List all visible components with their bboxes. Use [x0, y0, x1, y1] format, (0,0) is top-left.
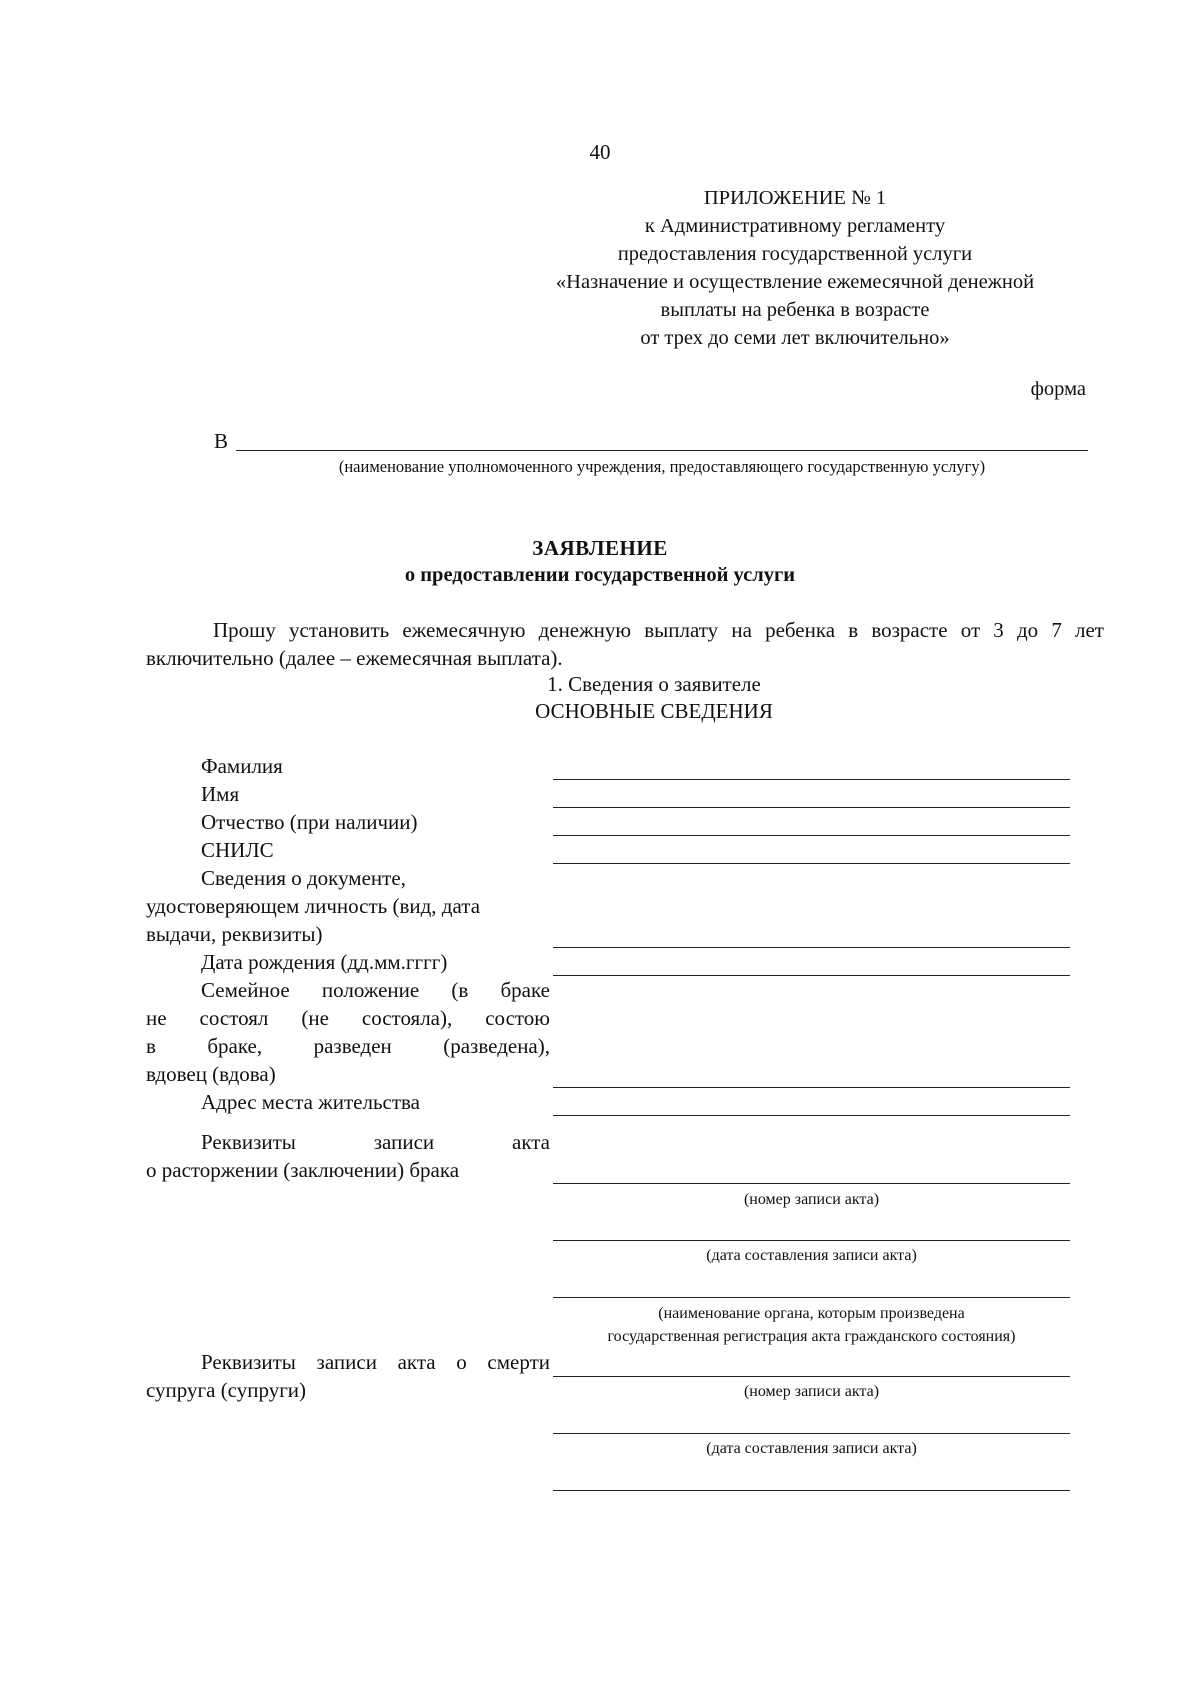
section-subtitle: ОСНОВНЫЕ СВЕДЕНИЯ	[535, 699, 773, 723]
marriage-record-number-caption: (номер записи акта)	[743, 1191, 880, 1208]
label-line: не состоял (не состояла), состою	[146, 1006, 550, 1030]
appendix-line: выплаты на ребенка в возрасте	[660, 299, 930, 321]
name-field[interactable]	[553, 807, 1070, 808]
section-title: 1. Сведения о заявителе	[547, 672, 761, 696]
appendix-line: «Назначение и осуществление ежемесячной денежной	[555, 271, 1035, 293]
label-line: Семейное положение (в браке	[201, 978, 550, 1002]
death-record-date-caption: (дата составления записи акта)	[706, 1440, 917, 1457]
appendix-line: предоставления государственной услуги	[617, 243, 973, 265]
document-title: ЗАЯВЛЕНИЕ	[532, 536, 668, 560]
surname-field[interactable]	[553, 779, 1070, 780]
form-label: форма	[1030, 378, 1086, 400]
recipient-field[interactable]	[236, 450, 1088, 451]
label-marital-status	[146, 976, 550, 1088]
marriage-record-authority-field[interactable]	[553, 1297, 1070, 1298]
label-line: Сведения о документе,	[201, 866, 406, 890]
death-record-number-caption: (номер записи акта)	[743, 1383, 880, 1400]
label-marriage-record	[146, 1128, 550, 1184]
marital-status-field[interactable]	[553, 1087, 1070, 1088]
appendix-line: к Административному регламенту	[644, 215, 946, 237]
appendix-header	[500, 184, 1090, 352]
label-birth-date: Дата рождения (дд.мм.гггг)	[201, 950, 448, 974]
death-record-authority-field[interactable]	[553, 1490, 1070, 1491]
label-address: Адрес места жительства	[201, 1090, 420, 1114]
label-line: Реквизиты записи акта	[201, 1130, 550, 1154]
snils-field[interactable]	[553, 863, 1070, 864]
marriage-record-date-field[interactable]	[553, 1240, 1070, 1241]
marriage-record-authority-caption: государственная регистрация акта гражданского состояния)	[607, 1328, 1016, 1345]
birth-date-field[interactable]	[553, 975, 1070, 976]
label-line: супруга (супруги)	[146, 1378, 307, 1402]
label-patronymic: Отчество (при наличии)	[201, 810, 418, 834]
recipient-caption: (наименование уполномоченного учреждения, предоставляющего государственную услугу)	[338, 457, 986, 476]
label-death-record	[146, 1348, 550, 1404]
intro-paragraph	[146, 616, 1104, 672]
marriage-record-date-caption: (дата составления записи акта)	[706, 1247, 917, 1264]
label-line: в браке, разведен (разведена),	[146, 1034, 550, 1058]
page-number: 40	[589, 140, 611, 164]
marriage-record-number-field[interactable]	[553, 1183, 1070, 1184]
intro-line: Прошу установить ежемесячную денежную выплату на ребенка в возрасте от 3 до 7 лет	[213, 618, 1104, 642]
label-line: вдовец (вдова)	[146, 1062, 276, 1086]
appendix-line: от трех до семи лет включительно»	[640, 327, 950, 349]
intro-line: включительно (далее – ежемесячная выплата).	[146, 646, 563, 670]
label-id-document	[146, 864, 550, 948]
marriage-record-authority-caption: (наименование органа, которым произведена	[658, 1305, 965, 1322]
label-line: Реквизиты записи акта о смерти	[201, 1350, 550, 1374]
id-document-field[interactable]	[553, 947, 1070, 948]
label-line: о расторжении (заключении) брака	[146, 1158, 460, 1182]
label-surname: Фамилия	[201, 754, 283, 778]
recipient-prefix: В	[214, 429, 229, 453]
label-line: выдачи, реквизиты)	[146, 922, 323, 946]
appendix-line: ПРИЛОЖЕНИЕ № 1	[703, 187, 887, 209]
document-subtitle: о предоставлении государственной услуги	[404, 564, 796, 586]
label-snils: СНИЛС	[201, 838, 274, 862]
label-line: удостоверяющем личность (вид, дата	[146, 894, 481, 918]
label-name: Имя	[201, 782, 240, 806]
death-record-number-field[interactable]	[553, 1376, 1070, 1377]
patronymic-field[interactable]	[553, 835, 1070, 836]
death-record-date-field[interactable]	[553, 1433, 1070, 1434]
address-field[interactable]	[553, 1115, 1070, 1116]
